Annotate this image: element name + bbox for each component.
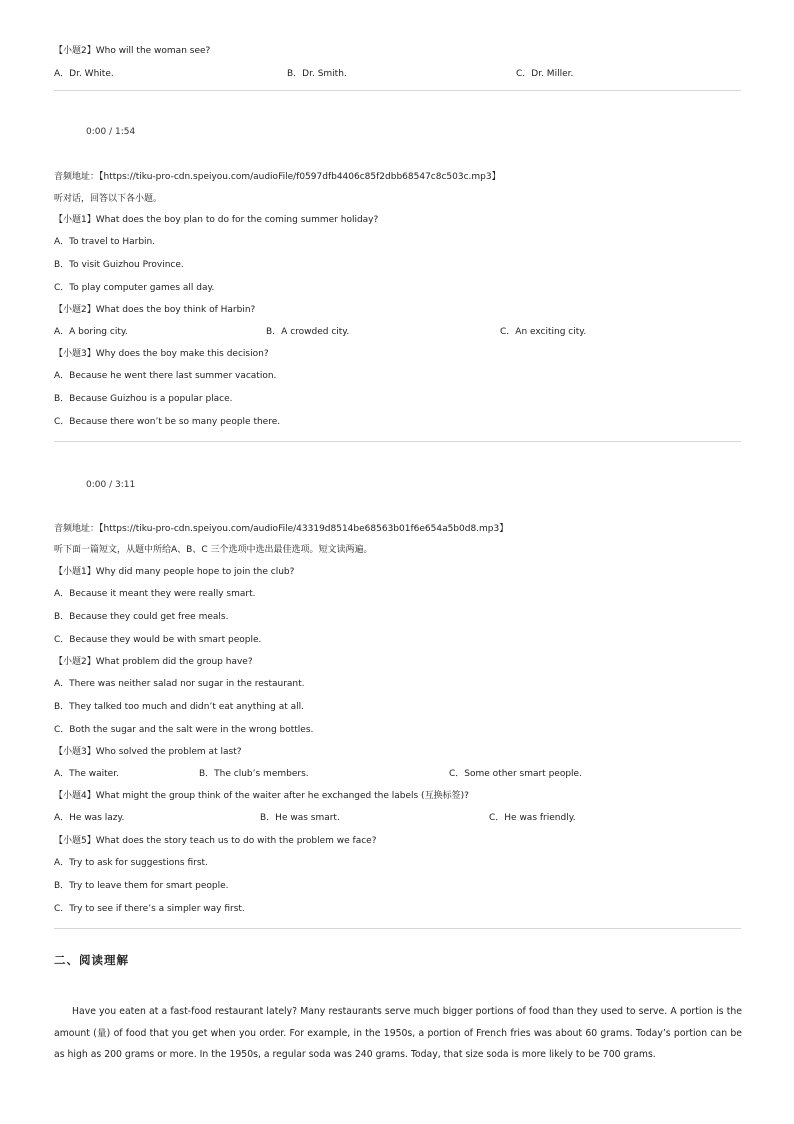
section-title: 二、阅读理解 (54, 953, 129, 967)
option-b[interactable]: B．Try to leave them for smart people. (54, 881, 229, 891)
audio-url: 音频地址：【https://tiku-pro-cdn.speiyou.com/audioFile/43319d8514be68563b01f6e654a5b0d8.mp3】 (54, 524, 509, 534)
option-c[interactable]: C．Because there won’t be so many people there. (54, 417, 281, 427)
question-text: 【小题3】Why does the boy make this decision? (54, 349, 269, 359)
option-b[interactable]: B．A crowded city. (266, 327, 350, 337)
option-c[interactable]: C．He was friendly. (489, 813, 576, 823)
instruction-text: 听下面一篇短文，从题中所给A、B、C 三个选项中选出最佳选项。短文读两遍。 (54, 545, 373, 555)
question-text: 【小题1】What does the boy plan to do for the coming summer holiday? (54, 215, 379, 225)
instruction-text: 听对话，回答以下各小题。 (54, 194, 163, 204)
reading-passage: Have you eaten at a fast-food restaurant lately? Many restaurants serve much bigger portions of food than they used to serve. A portion is the amount (量) of food that you get when you order. For example, in the 1950s, a portion of French fries was about 60 grams. Today’s portion can be as high as 200 grams or more. In the 1950s, a regular soda was 240 grams. Today, that size soda is more likely to be 700 grams. (54, 1006, 742, 1061)
option-c[interactable]: C．To play computer games all day. (54, 283, 215, 293)
audio-url: 音频地址：【https://tiku-pro-cdn.speiyou.com/audioFile/f0597dfb4406c85f2dbb68547c8c503c.mp3】 (54, 172, 501, 182)
option-c[interactable]: C．Because they would be with smart people. (54, 635, 262, 645)
option-b[interactable]: B．To visit Guizhou Province. (54, 260, 184, 270)
option-a[interactable]: A．Dr. White. (54, 69, 114, 79)
option-b[interactable]: B．Because they could get free meals. (54, 612, 229, 622)
option-c[interactable]: C．Some other smart people. (449, 769, 582, 779)
divider (54, 928, 741, 929)
option-b[interactable]: B．Because Guizhou is a popular place. (54, 394, 233, 404)
option-c[interactable]: C．Both the sugar and the salt were in the wrong bottles. (54, 725, 314, 735)
option-a[interactable]: A．Try to ask for suggestions first. (54, 858, 208, 868)
divider (54, 441, 741, 442)
audio-player-time[interactable]: 0:00 / 1:54 (86, 127, 136, 137)
option-c[interactable]: C．An exciting city. (500, 327, 587, 337)
option-a[interactable]: A．The waiter. (54, 769, 119, 779)
question-text: 【小题2】What problem did the group have? (54, 657, 253, 667)
option-a[interactable]: A．He was lazy. (54, 813, 125, 823)
option-a[interactable]: A．To travel to Harbin. (54, 237, 156, 247)
question-text: 【小题1】Why did many people hope to join the club? (54, 567, 295, 577)
question-text: 【小题5】What does the story teach us to do with the problem we face? (54, 836, 377, 846)
option-c[interactable]: C．Try to see if there’s a simpler way first. (54, 904, 245, 914)
option-b[interactable]: B．He was smart. (260, 813, 340, 823)
option-a[interactable]: A．Because he went there last summer vacation. (54, 371, 277, 381)
audio-player-time[interactable]: 0:00 / 3:11 (86, 480, 136, 490)
option-c[interactable]: C．Dr. Miller. (516, 69, 574, 79)
question-text: 【小题2】Who will the woman see? (54, 46, 211, 56)
option-b[interactable]: B．Dr. Smith. (287, 69, 347, 79)
option-b[interactable]: B．They talked too much and didn’t eat anything at all. (54, 702, 304, 712)
option-a[interactable]: A．Because it meant they were really smart. (54, 589, 256, 599)
divider (54, 90, 741, 91)
question-text: 【小题4】What might the group think of the waiter after he exchanged the labels (互换标签)? (54, 791, 469, 801)
question-text: 【小题3】Who solved the problem at last? (54, 747, 242, 757)
option-a[interactable]: A．There was neither salad nor sugar in the restaurant. (54, 679, 305, 689)
option-b[interactable]: B．The club’s members. (199, 769, 309, 779)
question-text: 【小题2】What does the boy think of Harbin? (54, 305, 256, 315)
option-a[interactable]: A．A boring city. (54, 327, 128, 337)
